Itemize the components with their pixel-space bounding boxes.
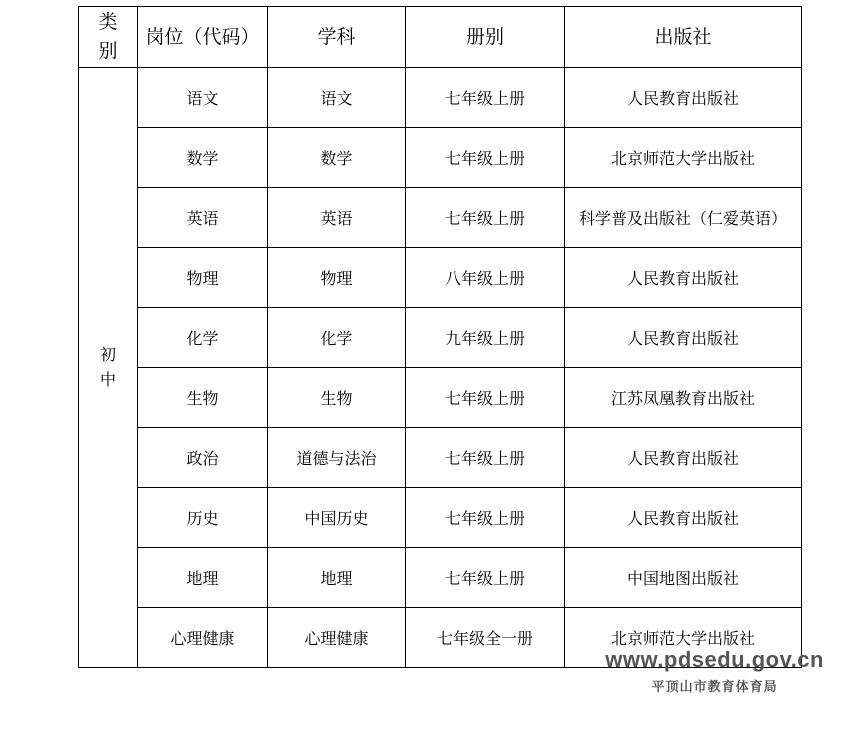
subject-cell: 英语 (268, 188, 406, 248)
subject-cell: 生物 (268, 368, 406, 428)
header-subject: 学科 (268, 7, 406, 68)
publisher-cell: 中国地图出版社 (565, 548, 802, 608)
post-cell: 化学 (138, 308, 268, 368)
volume-cell: 七年级全一册 (406, 608, 565, 668)
post-cell: 数学 (138, 128, 268, 188)
post-cell: 地理 (138, 548, 268, 608)
subject-cell: 化学 (268, 308, 406, 368)
textbook-table (78, 6, 802, 668)
watermark-org: 平顶山市教育体育局 (651, 680, 778, 696)
volume-cell: 七年级上册 (406, 428, 565, 488)
volume-cell: 七年级上册 (406, 128, 565, 188)
table-row (79, 308, 802, 368)
table-row (79, 488, 802, 548)
volume-cell: 七年级上册 (406, 488, 565, 548)
post-cell: 英语 (138, 188, 268, 248)
table-row (79, 368, 802, 428)
subject-cell: 物理 (268, 248, 406, 308)
volume-cell: 九年级上册 (406, 308, 565, 368)
table-row (79, 248, 802, 308)
subject-cell: 地理 (268, 548, 406, 608)
post-cell: 语文 (138, 68, 268, 128)
post-cell: 政治 (138, 428, 268, 488)
header-publisher: 出版社 (565, 7, 802, 68)
volume-cell: 七年级上册 (406, 188, 565, 248)
subject-cell: 道德与法治 (268, 428, 406, 488)
publisher-cell: 北京师范大学出版社 (565, 608, 802, 668)
watermark (605, 648, 824, 695)
publisher-cell: 科学普及出版社（仁爱英语） (565, 188, 802, 248)
volume-cell: 七年级上册 (406, 68, 565, 128)
post-cell: 生物 (138, 368, 268, 428)
publisher-cell: 北京师范大学出版社 (565, 128, 802, 188)
subject-cell: 中国历史 (268, 488, 406, 548)
table-row (79, 548, 802, 608)
table-row (79, 428, 802, 488)
publisher-cell: 人民教育出版社 (565, 428, 802, 488)
post-cell: 历史 (138, 488, 268, 548)
post-cell: 物理 (138, 248, 268, 308)
volume-cell: 七年级上册 (406, 548, 565, 608)
header-volume: 册别 (406, 7, 565, 68)
publisher-cell: 人民教育出版社 (565, 488, 802, 548)
table-row (79, 68, 802, 128)
subject-cell: 数学 (268, 128, 406, 188)
table-header-row (79, 7, 802, 68)
table-row (79, 188, 802, 248)
volume-cell: 八年级上册 (406, 248, 565, 308)
post-cell: 心理健康 (138, 608, 268, 668)
publisher-cell: 人民教育出版社 (565, 68, 802, 128)
volume-cell: 七年级上册 (406, 368, 565, 428)
header-post: 岗位（代码） (138, 7, 268, 68)
subject-cell: 心理健康 (268, 608, 406, 668)
table-row (79, 128, 802, 188)
category-cell: 初中 (79, 68, 138, 668)
publisher-cell: 人民教育出版社 (565, 308, 802, 368)
watermark-url: www.pdsedu.gov.cn (605, 647, 824, 672)
publisher-cell: 人民教育出版社 (565, 248, 802, 308)
publisher-cell: 江苏凤凰教育出版社 (565, 368, 802, 428)
header-category: 类别 (79, 7, 138, 68)
subject-cell: 语文 (268, 68, 406, 128)
